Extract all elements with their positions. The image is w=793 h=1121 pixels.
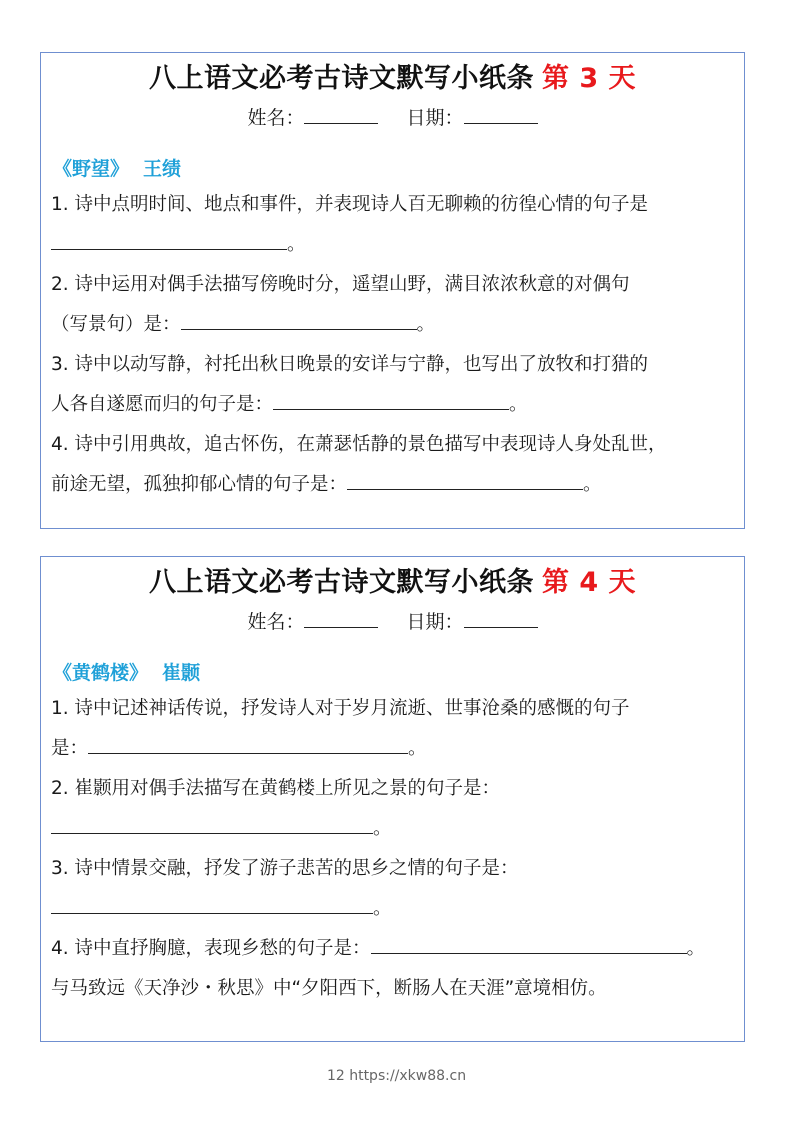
date-label: 日期： bbox=[406, 107, 464, 129]
answer-line-2 bbox=[51, 809, 734, 849]
poem-title: 《野望》 bbox=[53, 158, 130, 180]
answer-blank[interactable] bbox=[51, 811, 373, 834]
day-label: 第 4 天 bbox=[541, 567, 637, 598]
answer-line-1 bbox=[51, 225, 734, 265]
question-text: 2. 崔颢用对偶手法描写在黄鹤楼上所见之景的句子是： bbox=[51, 778, 501, 799]
answer-blank[interactable] bbox=[88, 731, 408, 754]
question-text: 3. 诗中情景交融，抒发了游子悲苦的思乡之情的句子是： bbox=[51, 858, 519, 879]
answer-blank[interactable] bbox=[51, 891, 373, 914]
answer-line-3 bbox=[51, 385, 734, 425]
period: 。 bbox=[509, 394, 528, 415]
name-date-row bbox=[51, 101, 734, 135]
question-text: 2. 诗中运用对偶手法描写傍晚时分，遥望山野，满目浓浓秋意的对偶句 bbox=[51, 274, 630, 295]
date-blank[interactable] bbox=[464, 103, 538, 124]
period: 。 bbox=[408, 738, 427, 759]
day-label: 第 3 天 bbox=[541, 63, 637, 94]
answer-blank[interactable] bbox=[273, 387, 509, 410]
name-label: 姓名： bbox=[247, 611, 305, 633]
answer-blank[interactable] bbox=[371, 931, 687, 954]
answer-blank[interactable] bbox=[347, 467, 583, 490]
poem-author: 王绩 bbox=[143, 158, 182, 180]
date-field bbox=[407, 101, 538, 135]
date-blank[interactable] bbox=[464, 607, 538, 628]
date-label: 日期： bbox=[406, 611, 464, 633]
question-text: （写景句）是： bbox=[51, 314, 181, 335]
question-4 bbox=[51, 929, 734, 969]
worksheet-card-day-3 bbox=[40, 52, 745, 529]
answer-blank[interactable] bbox=[51, 227, 287, 250]
name-field bbox=[247, 101, 378, 135]
question-text: 4. 诗中直抒胸臆，表现乡愁的句子是： bbox=[51, 938, 371, 959]
question-3 bbox=[51, 849, 734, 889]
period: 。 bbox=[686, 938, 706, 959]
period: 。 bbox=[416, 314, 436, 335]
question-text: 1. 诗中点明时间、地点和事件，并表现诗人百无聊赖的彷徨心情的句子是 bbox=[51, 194, 649, 215]
answer-line-1 bbox=[51, 729, 734, 769]
period: 。 bbox=[287, 234, 306, 255]
date-field bbox=[407, 605, 538, 639]
worksheet-card-day-4 bbox=[40, 556, 745, 1042]
question-text: 与马致远《天净沙・秋思》中“夕阳西下，断肠人在天涯”意境相仿。 bbox=[51, 978, 607, 999]
name-field bbox=[247, 605, 378, 639]
answer-blank[interactable] bbox=[181, 307, 417, 330]
period: 。 bbox=[373, 898, 392, 919]
title-text: 八上语文必考古诗文默写小纸条 bbox=[148, 63, 534, 94]
answer-line-4 bbox=[51, 465, 734, 505]
question-2 bbox=[51, 769, 734, 809]
title-text: 八上语文必考古诗文默写小纸条 bbox=[148, 567, 534, 598]
period: 。 bbox=[373, 818, 392, 839]
name-label: 姓名： bbox=[247, 107, 305, 129]
poem-heading bbox=[51, 657, 734, 689]
question-text: 前途无望，孤独抑郁心情的句子是： bbox=[51, 474, 348, 495]
answer-line-3 bbox=[51, 889, 734, 929]
question-1 bbox=[51, 689, 734, 729]
question-1 bbox=[51, 185, 734, 225]
question-2 bbox=[51, 265, 734, 305]
page-footer: 12 https://xkw88.cn bbox=[326, 1068, 467, 1084]
poem-author: 崔颢 bbox=[162, 662, 201, 684]
answer-line-2 bbox=[51, 305, 734, 345]
poem-title: 《黄鹤楼》 bbox=[53, 662, 149, 684]
card-title bbox=[51, 563, 734, 603]
poem-heading bbox=[51, 153, 734, 185]
question-text: 是： bbox=[51, 738, 89, 759]
name-date-row bbox=[51, 605, 734, 639]
period: 。 bbox=[583, 474, 602, 495]
question-text: 1. 诗中记述神话传说，抒发诗人对于岁月流逝、世事沧桑的感慨的句子 bbox=[51, 698, 630, 719]
question-text: 4. 诗中引用典故，追古怀伤，在萧瑟恬静的景色描写中表现诗人身处乱世， bbox=[51, 434, 667, 455]
name-blank[interactable] bbox=[304, 607, 378, 628]
question-4 bbox=[51, 425, 734, 465]
card-title bbox=[51, 59, 734, 99]
question-3 bbox=[51, 345, 734, 385]
question-text: 人各自遂愿而归的句子是： bbox=[51, 394, 274, 415]
name-blank[interactable] bbox=[304, 103, 378, 124]
question-text: 3. 诗中以动写静，衬托出秋日晚景的安详与宁静，也写出了放牧和打猎的 bbox=[51, 354, 649, 375]
question-4-note bbox=[51, 969, 734, 1009]
